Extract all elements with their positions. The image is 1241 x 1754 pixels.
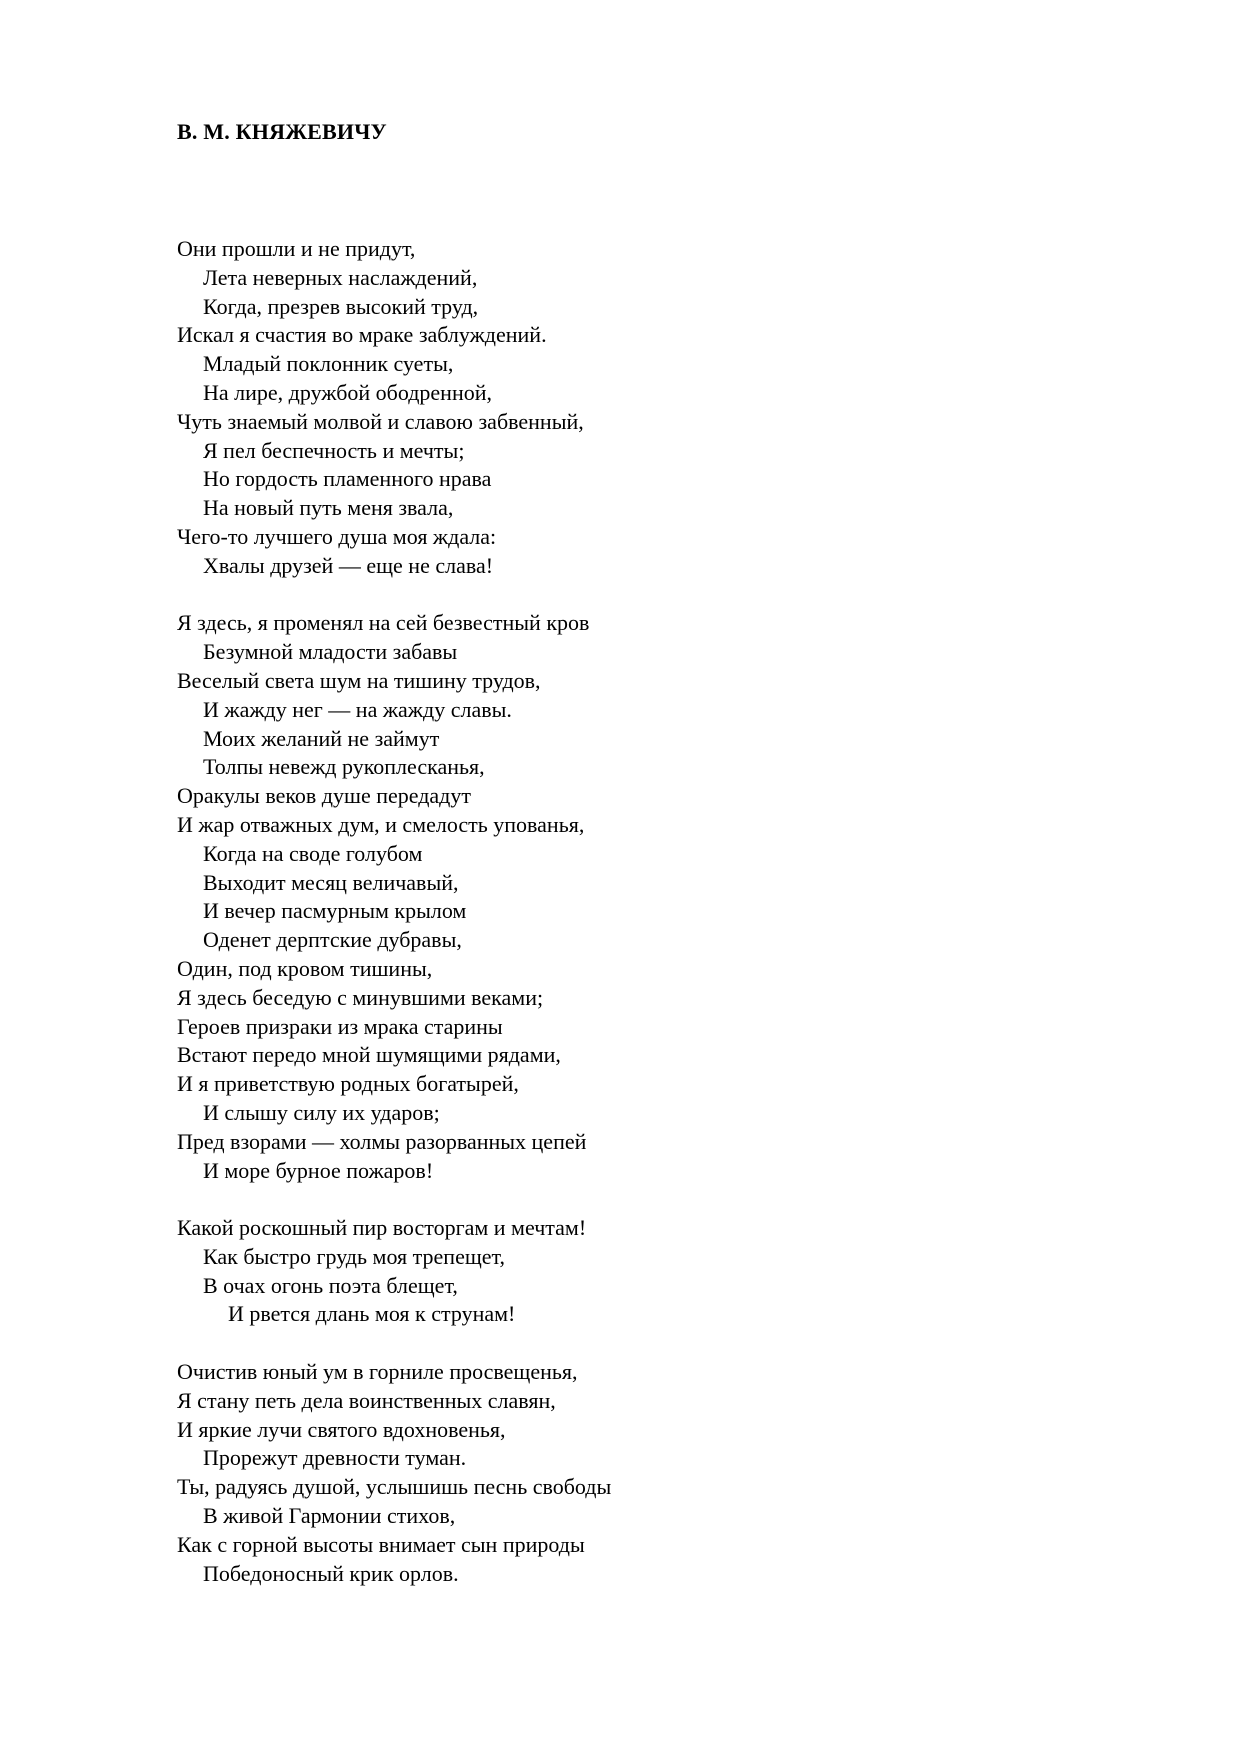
stanza-gap [177, 1329, 1177, 1358]
poem-line: И море бурное пожаров! [203, 1157, 434, 1183]
poem-line: И я приветствую родных богатырей, [177, 1071, 519, 1097]
stanza-gap [177, 1185, 1177, 1214]
poem-line: И рвется длань моя к струнам! [228, 1301, 516, 1327]
poem-body [177, 235, 1177, 1588]
poem-line: Безумной младости забавы [203, 639, 458, 665]
poem-line: Моих желаний не займут [203, 725, 440, 751]
poem-line: На новый путь меня звала, [203, 495, 454, 521]
poem-line: Когда, презрев высокий труд, [203, 293, 479, 319]
poem-line: Как с горной высоты внимает сын природы [177, 1531, 585, 1557]
poem-line: Оракулы веков душе передадут [177, 783, 471, 809]
poem-line: Я здесь беседую с минувшими веками; [177, 984, 544, 1010]
poem-line: Очистив юный ум в горниле просвещенья, [177, 1359, 578, 1385]
poem-line: Хвалы друзей — еще не слава! [203, 552, 494, 578]
poem-line: Я стану петь дела воинственных славян, [177, 1387, 556, 1413]
poem-line: Героев призраки из мрака старины [177, 1013, 503, 1039]
poem-line: Младый поклонник суеты, [203, 351, 454, 377]
poem-line: Искал я счастия во мраке заблуждений. [177, 322, 547, 348]
poem-line: И жажду нег — на жажду славы. [203, 696, 512, 722]
poem-line: Веселый света шум на тишину трудов, [177, 667, 541, 693]
poem-line: Они прошли и не придут, [177, 236, 416, 261]
poem-line: На лире, дружбой ободренной, [203, 379, 492, 405]
poem-line: И яркие лучи святого вдохновенья, [177, 1416, 506, 1442]
poem-line: Выходит месяц величавый, [203, 869, 459, 895]
poem-line: Но гордость пламенного нрава [203, 466, 492, 492]
poem-line: Лета неверных наслаждений, [203, 264, 478, 290]
poem-line: Я здесь, я променял на сей безвестный кров [177, 610, 590, 636]
stanza-gap [177, 581, 1177, 610]
poem-line: И вечер пасмурным крылом [203, 898, 467, 924]
stanza-1 [177, 235, 1177, 581]
poem-line: Ты, радуясь душой, услышишь песнь свободы [177, 1474, 612, 1500]
stanza-3 [177, 1214, 1177, 1329]
poem-title: В. М. КНЯЖЕВИЧУ [177, 119, 387, 144]
poem-line: Чуть знаемый молвой и славою забвенный, [177, 408, 584, 434]
stanza-4 [177, 1358, 1177, 1588]
poem-line: Как быстро грудь моя трепещет, [203, 1243, 506, 1269]
poem-line: Толпы невежд рукоплесканья, [203, 754, 485, 780]
poem-line: В живой Гармонии стихов, [203, 1503, 456, 1529]
poem-line: И жар отважных дум, и смелость упованья, [177, 811, 585, 837]
stanza-2 [177, 609, 1177, 1185]
poem-line: Один, под кровом тишины, [177, 955, 433, 981]
poem-line: Прорежут древности туман. [203, 1445, 467, 1471]
poem-line: И слышу силу их ударов; [203, 1099, 440, 1125]
poem-line: Пред взорами — холмы разорванных цепей [177, 1128, 587, 1154]
poem-line: Когда на своде голубом [203, 840, 423, 866]
poem-line: Я пел беспечность и мечты; [203, 437, 465, 463]
poem-line: Встают передо мной шумящими рядами, [177, 1042, 561, 1068]
poem-line: Победоносный крик орлов. [203, 1560, 459, 1586]
poem-line: Оденет дерптские дубравы, [203, 927, 462, 953]
poem-line: Чего-то лучшего душа моя ждала: [177, 523, 497, 549]
poem-line: В очах огонь поэта блещет, [203, 1272, 458, 1298]
poem-line: Какой роскошный пир восторгам и мечтам! [177, 1215, 587, 1241]
